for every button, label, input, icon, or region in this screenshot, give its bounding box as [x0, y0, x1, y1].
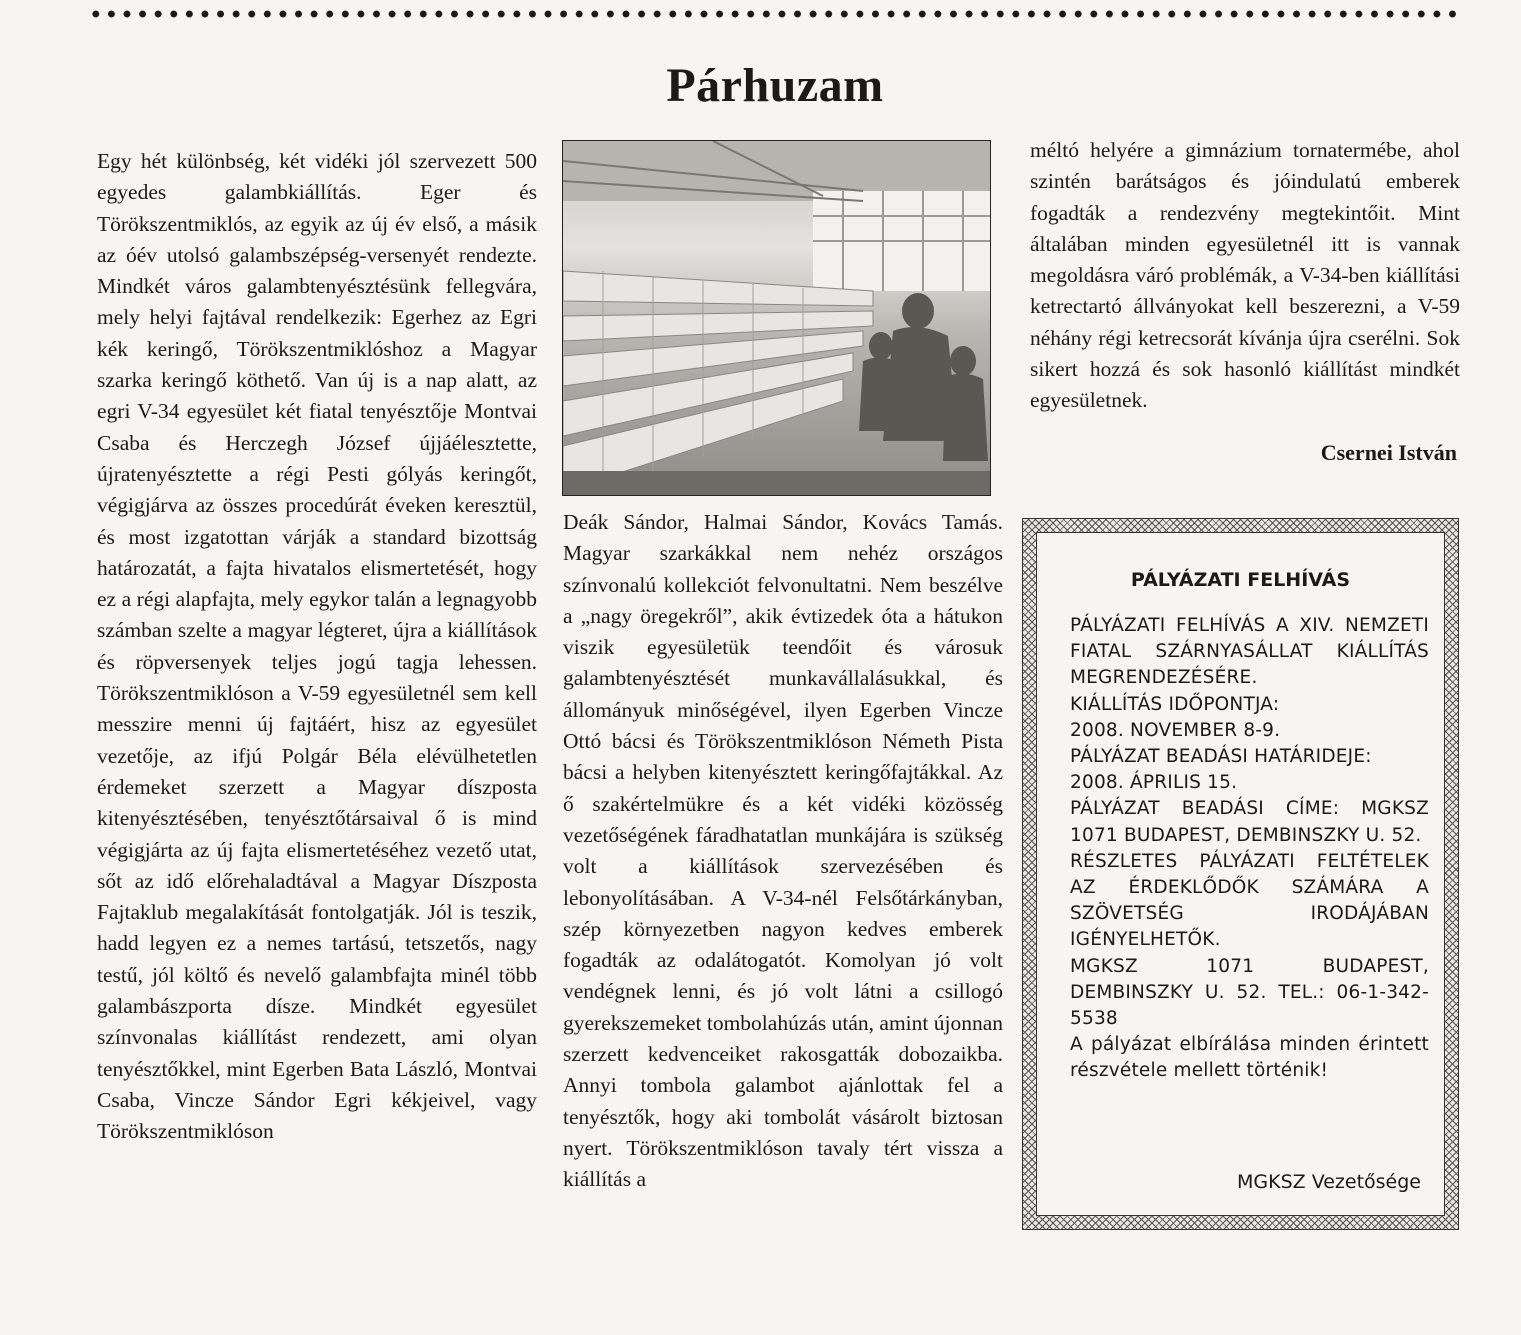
notice-body: PÁLYÁZATI FELHÍVÁS A XIV. NEMZETI FIATAL SZÁRNYASÁLLAT KIÁLLÍTÁS MEGRENDEZÉSÉRE. KIÁLLÍTÁS IDŐPONTJA: 2008. NOVEMBER 8-9. PÁLYÁZAT BEADÁSI HATÁRIDEJE: 2008. ÁPRILIS 15. PÁLYÁZAT BEADÁSI CÍME: MGKSZ 1071 BUDAPEST, DEMBINSZKY U. 52. RÉSZLETES PÁLYÁZATI FELTÉTELEK AZ ÉRDEKLŐDŐK SZÁMÁRA A SZÖVETSÉG IRODÁJÁBAN IGÉNYELHETŐK. MGKSZ 1071 BUDAPEST, DEMBINSZKY U. 52. TEL.: 06-1-342-5538 A pályázat elbírálása minden érintett részvétele mellett történik! — [1070, 615, 1429, 1082]
article-author: Csernei István — [1320, 440, 1457, 465]
article-column-3: méltó helyére a gimnázium tornatermébe, ahol szintén barátságos és jóindulatú emberek fogadták a rendezvény megtekintőit. Mint általában minden egyesületnél itt is vannak megoldásra váró problémák, a V-34-ben kiállítási ketrectartó állványokat kell beszerezni, a V-59 néhány régi ketrecsorát kívánja újra cserélni. Sok sikert hozzá és sok hasonló kiállítást mindkét egyesületnek. — [1030, 138, 1460, 413]
notice-title: PÁLYÁZATI FELHÍVÁS — [1130, 569, 1351, 591]
exhibition-photo — [562, 140, 991, 496]
article-title: Párhuzam — [666, 59, 884, 112]
article-column-2: Deák Sándor, Halmai Sándor, Kovács Tamás. Magyar szarkákkal nem nehéz országos színvonalú kollekciót felvonultatni. Nem beszélve a „nagy öregekről”, akik évtizedek óta a hátukon viszik egyesületük teendőit és városuk galambtenyésztését munkavállalásukkal, és állományuk minőségével, ilyen Egerben Vincze Ottó bácsi és Törökszentmiklóson Németh Pista bácsi a helyben kitenyésztett keringőfajtákkal. Az ő szakértelmükre és a két vidéki közösség vezetőségének fáradhatatlan munkájára is szükség volt a kiállítások szervezésében és lebonyolításában. A V-34-nél Felsőtárkányban, szép környezetben nagyon kedves emberek fogadták az odalátogatót. Komolyan jó volt vendégnek lenni, és jó volt látni a csillogó gyerekszemeket tombolahúzás után, amint újonnan szerzett kedvenceiket rakosgatták dobozaikba. Annyi tombola galambot ajánlottak fel a tenyésztők, hogy aki tombolát vásárolt biztosan nyert. Törökszentmiklóson tavaly tért vissza a kiállítás a — [563, 510, 1004, 1192]
article-column-1: Egy hét különbség, két vidéki jól szervezett 500 egyedes galambkiállítás. Eger és Törökszentmiklós, az egyik az új év első, a másik az óév utolsó galambszépség-versenyét rendezte. Mindkét város galambtenyésztésünk fellegvára, mely helyi fajtával rendelkezik: Egerhez az Egri kék keringő, Törökszentmiklóshoz a Magyar szarka keringő köthető. Van új is a nap alatt, az egri V-34 egyesület két fiatal tenyésztője Montvai Csaba és Herczegh József újjáélesztette, újratenyésztette a régi Pesti gólyás keringőt, végigjárva az összes procedúrát éveken keresztül, és most izgatottan várják a standard bizottság határozatát, a fajta hivatalos elismertetését, hogy ez a régi alapfajta, mely egykor talán a legnagyobb számban szelte a magyar légteret, újra a kiállítások és röpversenyek teljes jogú tagja lehessen. Törökszentmiklóson a V-59 egyesületnél sem kell messzire menni új fajtáért, hisz az egyesület vezetője, az ifjú Polgár Béla elévülhetetlen érdemeket szerzett a Magyar díszposta kitenyésztésében, tenyésztőtársaival ő is mind végigjárta az új fajta elismertetéséhez vezető utat, sőt az idő előrehaladtával a Magyar Díszposta Fajtaklub megalakítását fontolgatják. Jól is teszik, hadd legyen ez a nemes tartású, tetszetős, nagy testű, jól költő és nevelő galambfajta minél több galambászporta dísze. Mindkét egyesület színvonalas kiállítást rendezett, ami olyan tenyésztőkkel, mint Egerben Bata László, Montvai Csaba, Vincze Sándor Egri kékjeivel, vagy Törökszentmiklóson — [97, 149, 537, 1144]
notice-box — [1022, 518, 1459, 1230]
top-dotted-rule — [88, 8, 1460, 20]
notice-box-inner — [1036, 532, 1445, 1216]
notice-signature: MGKSZ Vezetősége — [1237, 1171, 1421, 1193]
